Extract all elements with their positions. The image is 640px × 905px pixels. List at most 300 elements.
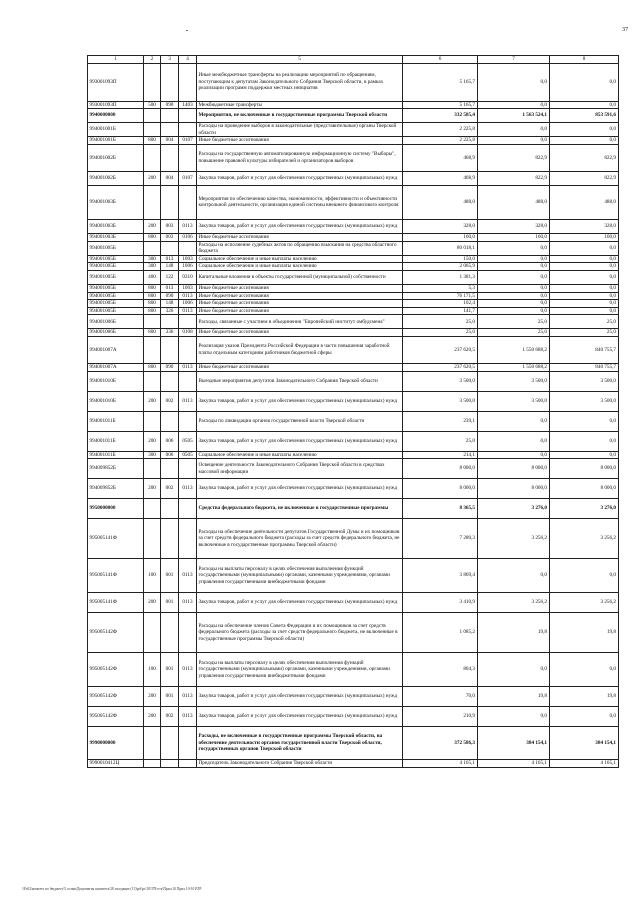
row-amount-3: 853 591,6 (550, 109, 619, 123)
col-header: 6 (403, 56, 478, 64)
row-amount-3: 822,9 (550, 144, 619, 171)
row-amount-2: 0,0 (478, 451, 550, 459)
row-expense-type (144, 185, 161, 219)
row-amount-3: 0,0 (550, 292, 619, 300)
row-amount-2: 3 276,0 (478, 499, 550, 519)
row-admin-code (161, 519, 179, 559)
table-row (88, 519, 619, 559)
row-admin-code: 002 (161, 391, 179, 411)
row-amount-3: 0,0 (550, 137, 619, 145)
table-row (88, 144, 619, 171)
row-amount-2: 0,0 (478, 292, 550, 300)
row-amount-1: 1 381,3 (403, 270, 478, 284)
row-amount-3: 8 000,0 (550, 459, 619, 479)
row-section: 0505 (179, 431, 197, 451)
row-expense-type: 100 (144, 559, 161, 593)
row-amount-3: 0,0 (550, 411, 619, 431)
row-admin-code (161, 727, 179, 760)
row-amount-1: 328,0 (403, 219, 478, 233)
row-admin-code: 090 (161, 101, 179, 109)
row-amount-3: 0,0 (550, 255, 619, 263)
row-admin-code (161, 315, 179, 329)
row-amount-2: 0,0 (478, 270, 550, 284)
row-code: 995005142Ф (88, 653, 144, 687)
row-admin-code (161, 459, 179, 479)
row-amount-3: 0,0 (550, 300, 619, 308)
row-code: 994001010Б (88, 371, 144, 391)
row-section (179, 499, 197, 519)
row-admin-code (161, 336, 179, 363)
row-code: 994001001Б (88, 137, 144, 145)
row-section: 0113 (179, 559, 197, 593)
row-code: 994001010Б (88, 391, 144, 411)
row-name: Расходы на выплаты персоналу в целях обеспечения выполнения функций государственными (муниципальными) органами, казенными учреждениями, органами управления государственными внебюджетными фондами (197, 559, 403, 593)
row-section: 0108 (179, 329, 197, 337)
row-amount-3: 488,0 (550, 185, 619, 219)
row-code: 994001005Б (88, 263, 144, 271)
table-row (88, 451, 619, 459)
row-amount-2: 328,0 (478, 219, 550, 233)
row-section: 0113 (179, 593, 197, 613)
row-amount-1: 214,1 (403, 451, 478, 459)
row-amount-3: 0,0 (550, 270, 619, 284)
row-code: 993001093П (88, 63, 144, 101)
row-amount-3: 3 500,0 (550, 391, 619, 411)
table-row (88, 219, 619, 233)
row-name: Мероприятия, не включенные в государственные программы Тверской области (197, 109, 403, 123)
row-admin-code: 002 (161, 479, 179, 499)
row-amount-1: 488,0 (403, 185, 478, 219)
row-code: 995005142Ф (88, 613, 144, 653)
row-admin-code (161, 371, 179, 391)
row-expense-type (144, 123, 161, 137)
row-amount-1: 3 410,9 (403, 593, 478, 613)
table-row (88, 653, 619, 687)
row-amount-1: 150,0 (403, 255, 478, 263)
row-section: 1006 (179, 263, 197, 271)
file-path-footer: \\Fs02\комитет по бюджету\5 созыв\Документы комитета\28 заседание (11)\prl\pr\18\378-п-к\Прил.10 Прил.10-10.PZP (22, 887, 202, 891)
row-amount-1: 332 585,4 (403, 109, 478, 123)
row-section (179, 613, 197, 653)
row-expense-type: 800 (144, 300, 161, 308)
table-row (88, 363, 619, 371)
table-row (88, 459, 619, 479)
row-expense-type: 800 (144, 307, 161, 315)
row-admin-code (161, 241, 179, 255)
row-code: 993001093П (88, 101, 144, 109)
row-amount-1: 5 165,7 (403, 63, 478, 101)
row-expense-type: 800 (144, 292, 161, 300)
row-expense-type: 800 (144, 284, 161, 292)
table-row (88, 109, 619, 123)
row-amount-3: 8 000,0 (550, 479, 619, 499)
row-name: Иные бюджетные ассигнования (197, 307, 403, 315)
row-expense-type (144, 499, 161, 519)
row-amount-1: 76 171,5 (403, 292, 478, 300)
row-amount-1: 5,3 (403, 284, 478, 292)
row-code: 995005142Ф (88, 707, 144, 727)
row-code: 995005141Ф (88, 559, 144, 593)
row-section: 0106 (179, 233, 197, 241)
row-expense-type: 200 (144, 391, 161, 411)
row-name: Расходы на проведение выборов в законодательные (представительные) органы Тверской области (197, 123, 403, 137)
row-admin-code (161, 411, 179, 431)
column-number-row (88, 56, 619, 64)
row-section: 0113 (179, 292, 197, 300)
row-amount-1: 4 165,1 (403, 760, 478, 768)
row-amount-2: 8 000,0 (478, 459, 550, 479)
row-amount-2: 1 563 524,1 (478, 109, 550, 123)
row-amount-1: 80 018,1 (403, 241, 478, 255)
row-name: Расходы по ликвидации органов государственной власти Тверской области (197, 411, 403, 431)
row-name: Председатель Законодательного Собрания Тверской области (197, 760, 403, 768)
row-section: 0107 (179, 171, 197, 185)
row-section (179, 144, 197, 171)
row-section: 0113 (179, 307, 197, 315)
table-row (88, 263, 619, 271)
row-amount-1: 25,0 (403, 329, 478, 337)
row-section (179, 123, 197, 137)
table-row (88, 336, 619, 363)
row-amount-2: 384 154,1 (478, 727, 550, 760)
row-amount-2: 3 500,0 (478, 391, 550, 411)
row-section (179, 760, 197, 768)
row-section: 0113 (179, 391, 197, 411)
row-amount-2: 0,0 (478, 300, 550, 308)
row-amount-1: 239,1 (403, 411, 478, 431)
row-amount-3: 328,0 (550, 219, 619, 233)
row-name: Социальное обеспечение и иные выплаты населению (197, 263, 403, 271)
row-amount-3: 0,0 (550, 63, 619, 101)
row-expense-type (144, 459, 161, 479)
row-amount-2: 0,0 (478, 284, 550, 292)
row-name: Закупка товаров, работ и услуг для обеспечения государственных (муниципальных) нужд (197, 171, 403, 185)
row-expense-type: 200 (144, 593, 161, 613)
row-name: Реализация указов Президента Российской Федерации в части повышения заработной платы отдельным категориям работников бюджетной сферы (197, 336, 403, 363)
row-amount-2: 0,0 (478, 307, 550, 315)
row-admin-code (161, 63, 179, 101)
table-row (88, 270, 619, 284)
row-admin-code: 013 (161, 284, 179, 292)
row-amount-2: 0,0 (478, 241, 550, 255)
col-header: 1 (88, 56, 144, 64)
row-code: 994001007А (88, 336, 144, 363)
row-amount-3: 822,9 (550, 171, 619, 185)
row-amount-1: 70,0 (403, 687, 478, 707)
table-row (88, 171, 619, 185)
row-amount-2: 822,9 (478, 144, 550, 171)
row-expense-type (144, 63, 161, 101)
row-admin-code: 326 (161, 307, 179, 315)
row-amount-2: 25,0 (478, 329, 550, 337)
row-amount-1: 8 365,5 (403, 499, 478, 519)
row-amount-3: 25,0 (550, 329, 619, 337)
row-section (179, 371, 197, 391)
table-row (88, 123, 619, 137)
row-section: 0113 (179, 219, 197, 233)
table-row (88, 241, 619, 255)
row-amount-3: 0,0 (550, 123, 619, 137)
scan-mark (186, 30, 188, 31)
col-header: 3 (161, 56, 179, 64)
row-expense-type (144, 411, 161, 431)
row-admin-code: 122 (161, 270, 179, 284)
row-amount-3: 19,8 (550, 613, 619, 653)
row-name: Иные бюджетные ассигнования (197, 137, 403, 145)
row-admin-code: 004 (161, 137, 179, 145)
row-amount-2: 0,0 (478, 431, 550, 451)
row-name: Закупка товаров, работ и услуг для обеспечения государственных (муниципальных) нужд (197, 687, 403, 707)
row-amount-1: 468,9 (403, 171, 478, 185)
row-admin-code: 004 (161, 171, 179, 185)
row-section: 1006 (179, 300, 197, 308)
budget-table (87, 55, 619, 768)
row-name: Иные межбюджетные трансферты на реализацию мероприятий по обращениям, поступающим к депутатам Законодательного Собрания Тверской области, в рамках реализации программ поддержки местных инициатив (197, 63, 403, 101)
row-code: 994001003Б (88, 233, 144, 241)
row-section (179, 315, 197, 329)
row-name: Выездные мероприятия депутатов Законодательного Собрания Тверской области (197, 371, 403, 391)
table-row (88, 411, 619, 431)
row-amount-2: 8 000,0 (478, 479, 550, 499)
row-amount-1: 25,0 (403, 315, 478, 329)
row-code: 994009852Б (88, 479, 144, 499)
table-row (88, 687, 619, 707)
row-admin-code (161, 185, 179, 219)
row-admin-code: 001 (161, 653, 179, 687)
row-name: Закупка товаров, работ и услуг для обеспечения государственных (муниципальных) нужд (197, 479, 403, 499)
row-name: Закупка товаров, работ и услуг для обеспечения государственных (муниципальных) нужд (197, 219, 403, 233)
row-expense-type: 800 (144, 233, 161, 241)
row-amount-2: 3 256,2 (478, 519, 550, 559)
row-amount-1: 5 165,7 (403, 101, 478, 109)
row-amount-1: 468,9 (403, 144, 478, 171)
row-expense-type (144, 371, 161, 391)
row-expense-type (144, 727, 161, 760)
table-row (88, 329, 619, 337)
row-amount-2: 19,8 (478, 613, 550, 653)
row-admin-code: 090 (161, 363, 179, 371)
row-amount-2: 0,0 (478, 263, 550, 271)
row-amount-2: 0,0 (478, 101, 550, 109)
row-section (179, 336, 197, 363)
table-row (88, 185, 619, 219)
row-name: Мероприятия по обеспечению качества, экономичности, эффективности и объективности контрольной деятельности, организация единой системы внешнего финансового контроля (197, 185, 403, 219)
row-section (179, 411, 197, 431)
row-admin-code (161, 760, 179, 768)
col-header: 5 (197, 56, 403, 64)
row-expense-type: 300 (144, 451, 161, 459)
row-amount-1: 3 869,4 (403, 559, 478, 593)
row-name: Закупка товаров, работ и услуг для обеспечения государственных (муниципальных) нужд (197, 707, 403, 727)
row-amount-3: 4 165,1 (550, 760, 619, 768)
row-name: Иные бюджетные ассигнования (197, 233, 403, 241)
row-name: Расходы на обеспечение деятельности депутатов Государственной Думы и их помощников за счет средств федерального бюджета (расходы за счет средств федерального бюджета, не включенные в государственные программы Тверской области) (197, 519, 403, 559)
row-code: 994001005Б (88, 300, 144, 308)
table-row (88, 371, 619, 391)
row-section: 1003 (179, 255, 197, 263)
row-expense-type (144, 144, 161, 171)
row-amount-3: 0,0 (550, 653, 619, 687)
row-code: 994001005Б (88, 255, 144, 263)
row-admin-code (161, 123, 179, 137)
row-expense-type: 400 (144, 270, 161, 284)
row-amount-3: 0,0 (550, 284, 619, 292)
row-expense-type (144, 613, 161, 653)
row-admin-code: 013 (161, 255, 179, 263)
row-expense-type: 200 (144, 707, 161, 727)
row-code: 994001005Б (88, 270, 144, 284)
row-code: 995005141Ф (88, 519, 144, 559)
row-amount-2: 3 500,0 (478, 371, 550, 391)
table-row (88, 559, 619, 593)
row-admin-code: 001 (161, 593, 179, 613)
row-expense-type: 200 (144, 431, 161, 451)
row-section: 0113 (179, 363, 197, 371)
row-amount-1: 160,0 (403, 233, 478, 241)
row-amount-1: 210,9 (403, 707, 478, 727)
row-admin-code: 006 (161, 451, 179, 459)
row-name: Капитальные вложения в объекты государственной (муниципальной) собственности (197, 270, 403, 284)
row-amount-3: 0,0 (550, 451, 619, 459)
row-admin-code: 003 (161, 219, 179, 233)
row-amount-3: 25,0 (550, 315, 619, 329)
row-section: 0113 (179, 687, 197, 707)
row-amount-2: 0,0 (478, 559, 550, 593)
row-amount-1: 2 065,9 (403, 263, 478, 271)
row-name: Социальное обеспечение и иные выплаты населению (197, 451, 403, 459)
row-code: 994001011Б (88, 431, 144, 451)
row-code: 994001005Б (88, 292, 144, 300)
col-header: 7 (478, 56, 550, 64)
row-admin-code: 148 (161, 300, 179, 308)
table-row (88, 499, 619, 519)
row-name: Расходы, не включенные в государственные программы Тверской области, на обеспечение деятельности органов государственной власти Тверской области, государственных органов Тверской области (197, 727, 403, 760)
row-amount-3: 0,0 (550, 101, 619, 109)
row-name: Расходы на исполнение судебных актов по обращению взыскания на средства областного бюджета (197, 241, 403, 255)
row-code: 994001002Б (88, 144, 144, 171)
row-admin-code: 003 (161, 233, 179, 241)
row-amount-3: 160,0 (550, 233, 619, 241)
row-code: 994001011Б (88, 451, 144, 459)
table-row (88, 479, 619, 499)
row-code: 995005142Ф (88, 687, 144, 707)
row-admin-code (161, 499, 179, 519)
row-expense-type: 200 (144, 687, 161, 707)
row-amount-2: 160,0 (478, 233, 550, 241)
row-name: Социальное обеспечение и иные выплаты населению (197, 255, 403, 263)
row-amount-1: 141,7 (403, 307, 478, 315)
row-amount-3: 0,0 (550, 707, 619, 727)
row-amount-3: 19,8 (550, 687, 619, 707)
row-name: Иные бюджетные ассигнования (197, 292, 403, 300)
row-admin-code: 001 (161, 687, 179, 707)
row-code: 9990010412Ц (88, 760, 144, 768)
table-row (88, 284, 619, 292)
row-expense-type (144, 336, 161, 363)
row-section: 0107 (179, 137, 197, 145)
row-code: 994001001Б (88, 123, 144, 137)
table-row (88, 727, 619, 760)
row-code: 9940000000 (88, 109, 144, 123)
row-section: 1403 (179, 101, 197, 109)
row-name: Расходы на выплаты персоналу в целях обеспечения выполнения функций государственными (муниципальными) органами, казенными учреждениями, органами управления государственными внебюджетными фондами (197, 653, 403, 687)
table-row (88, 101, 619, 109)
row-amount-1: 372 586,3 (403, 727, 478, 760)
row-amount-3: 840 755,7 (550, 336, 619, 363)
row-expense-type (144, 760, 161, 768)
row-expense-type: 300 (144, 255, 161, 263)
row-amount-1: 2 225,8 (403, 137, 478, 145)
row-expense-type: 200 (144, 479, 161, 499)
row-name: Закупка товаров, работ и услуг для обеспечения государственных (муниципальных) нужд (197, 431, 403, 451)
row-code: 994001006Б (88, 329, 144, 337)
row-amount-1: 237 620,5 (403, 363, 478, 371)
row-amount-2: 488,0 (478, 185, 550, 219)
row-section (179, 459, 197, 479)
row-amount-1: 102,4 (403, 300, 478, 308)
row-amount-2: 0,0 (478, 411, 550, 431)
row-amount-1: 25,0 (403, 431, 478, 451)
table-row (88, 307, 619, 315)
row-admin-code (161, 144, 179, 171)
row-amount-2: 0,0 (478, 137, 550, 145)
row-code: 994001005Б (88, 307, 144, 315)
table-row (88, 593, 619, 613)
row-name: Расходы на обеспечение членов Совета Федерации и их помощников за счет средств федерального бюджета (расходы за счет средств федерального бюджета, не включенные в государственные программы Тверской области) (197, 613, 403, 653)
row-amount-1: 804,3 (403, 653, 478, 687)
row-code: 9950000000 (88, 499, 144, 519)
row-amount-2: 0,0 (478, 63, 550, 101)
row-name: Расходы на государственную автоматизированную информационную систему "Выборы", повышение правовой культуры избирателей и организаторов выборов (197, 144, 403, 171)
row-code: 994001005Б (88, 284, 144, 292)
row-name: Расходы, связанные с участием в объединении "Европейский институт омбудсмена" (197, 315, 403, 329)
table-row (88, 315, 619, 329)
row-expense-type: 200 (144, 219, 161, 233)
row-expense-type (144, 109, 161, 123)
row-code: 994009852Б (88, 459, 144, 479)
row-expense-type: 300 (144, 263, 161, 271)
row-amount-3: 3 256,2 (550, 593, 619, 613)
row-amount-1: 3 500,0 (403, 391, 478, 411)
row-amount-3: 0,0 (550, 307, 619, 315)
row-name: Иные бюджетные ассигнования (197, 284, 403, 292)
row-amount-3: 3 276,0 (550, 499, 619, 519)
row-section (179, 727, 197, 760)
budget-table-wrapper (87, 55, 618, 851)
row-amount-1: 1 085,2 (403, 613, 478, 653)
row-amount-2: 822,9 (478, 171, 550, 185)
row-amount-3: 0,0 (550, 431, 619, 451)
row-section: 0113 (179, 707, 197, 727)
row-amount-2: 0,0 (478, 123, 550, 137)
row-section (179, 63, 197, 101)
row-admin-code (161, 109, 179, 123)
table-row (88, 391, 619, 411)
row-code: 994001006Б (88, 315, 144, 329)
row-amount-2: 0,0 (478, 255, 550, 263)
table-row (88, 300, 619, 308)
row-amount-1: 2 225,8 (403, 123, 478, 137)
row-section (179, 109, 197, 123)
table-row (88, 760, 619, 768)
row-expense-type (144, 241, 161, 255)
row-amount-1: 3 500,0 (403, 371, 478, 391)
row-admin-code: 006 (161, 431, 179, 451)
row-expense-type: 500 (144, 101, 161, 109)
col-header: 4 (179, 56, 197, 64)
row-code: 994001005Б (88, 241, 144, 255)
row-amount-2: 4 165,1 (478, 760, 550, 768)
